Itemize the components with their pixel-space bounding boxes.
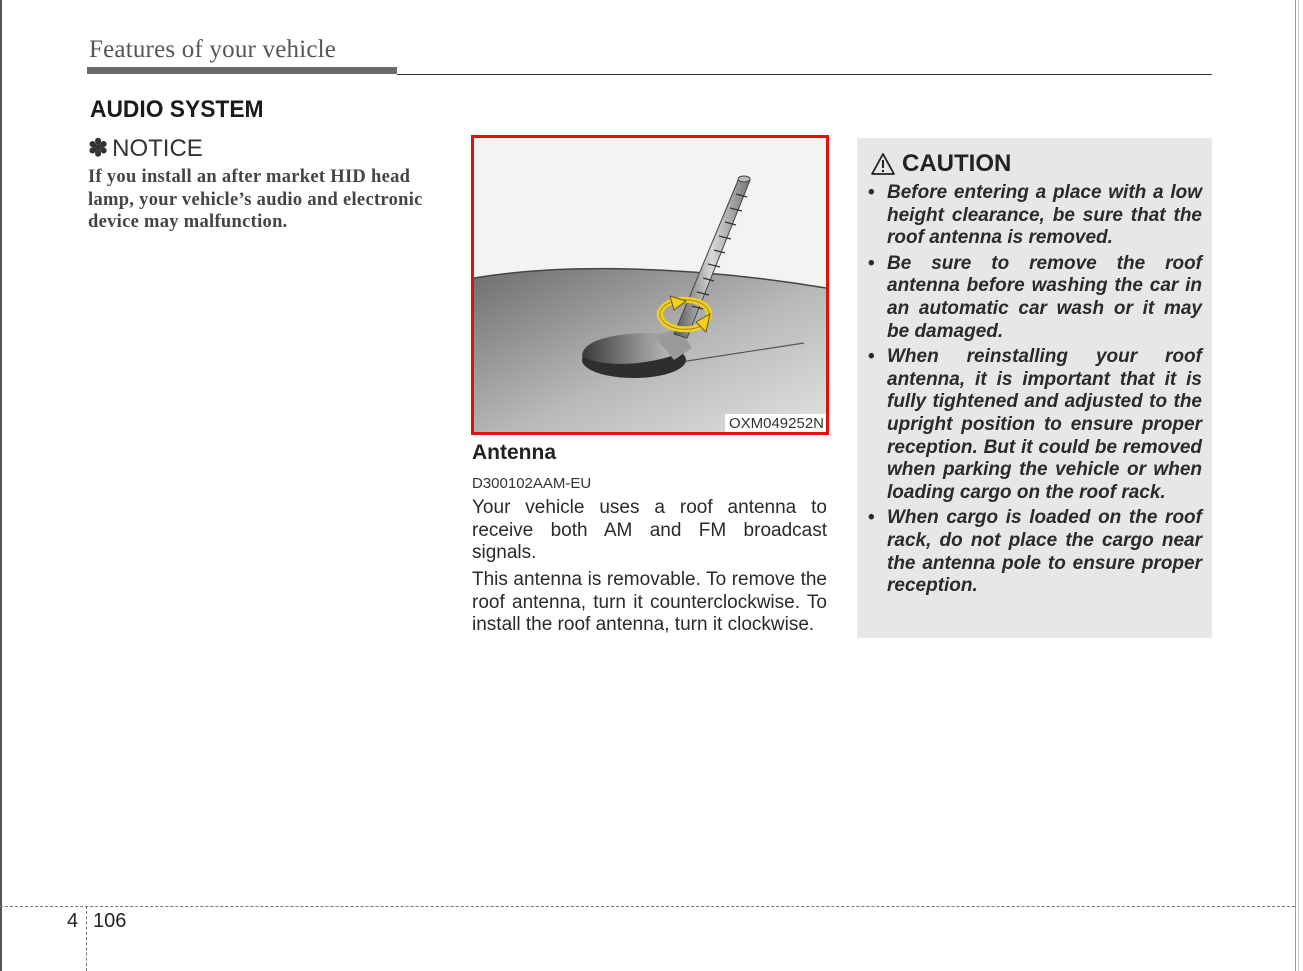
notice-body: If you install an after market HID head lamp, your vehicle’s audio and electronic device may malfunction.: [88, 167, 423, 232]
notice-title: NOTICE: [112, 135, 203, 162]
caution-title: CAUTION: [902, 150, 1012, 177]
notice-star-icon: ✽: [88, 135, 109, 162]
caution-list: [866, 182, 1202, 601]
caution-item: • Before entering a place with a low height clearance, be sure that the roof antenna is removed.: [868, 182, 1202, 249]
page-left-edge: [0, 0, 2, 971]
antenna-doc-code: D300102AAM-EU: [472, 475, 592, 492]
antenna-paragraph-1: Your vehicle uses a roof antenna to receive both AM and FM broadcast signals.: [472, 497, 827, 563]
header-title: Features of your vehicle: [89, 36, 337, 63]
antenna-title: Antenna: [472, 441, 556, 464]
antenna-illustration: [474, 138, 826, 432]
header-rule-thick: [87, 67, 397, 74]
page-right-edge-inner: [1298, 0, 1299, 971]
page-chapter: 4: [67, 910, 79, 932]
caution-item: • Be sure to remove the roof antenna before washing the car in an automatic car wash or it may be damaged.: [868, 252, 1202, 342]
footer-divider: [0, 906, 1295, 907]
header-rule-thin: [397, 74, 1212, 75]
page-right-edge: [1295, 0, 1296, 971]
caution-item: • When cargo is loaded on the roof rack, do not place the cargo near the antenna pole to ensure proper reception.: [868, 507, 1202, 597]
page-number: 106: [93, 910, 127, 932]
notice-heading: [88, 134, 203, 163]
section-title: AUDIO SYSTEM: [90, 96, 264, 123]
caution-item: • When reinstalling your roof antenna, it is important that it is fully tightened and adjusted to the upright position to ensure proper reception. But it could be removed when parking the vehicle or when loading cargo on the roof rack.: [868, 346, 1202, 503]
antenna-paragraph-2: This antenna is removable. To remove the roof antenna, turn it counterclockwise. To install the roof antenna, turn it clockwise.: [472, 569, 827, 635]
footer-page-divider: [86, 906, 87, 971]
warning-triangle-icon: [870, 152, 896, 176]
antenna-figure: [471, 135, 829, 435]
caution-heading: [870, 150, 1011, 178]
figure-code: OXM049252N: [725, 414, 826, 432]
